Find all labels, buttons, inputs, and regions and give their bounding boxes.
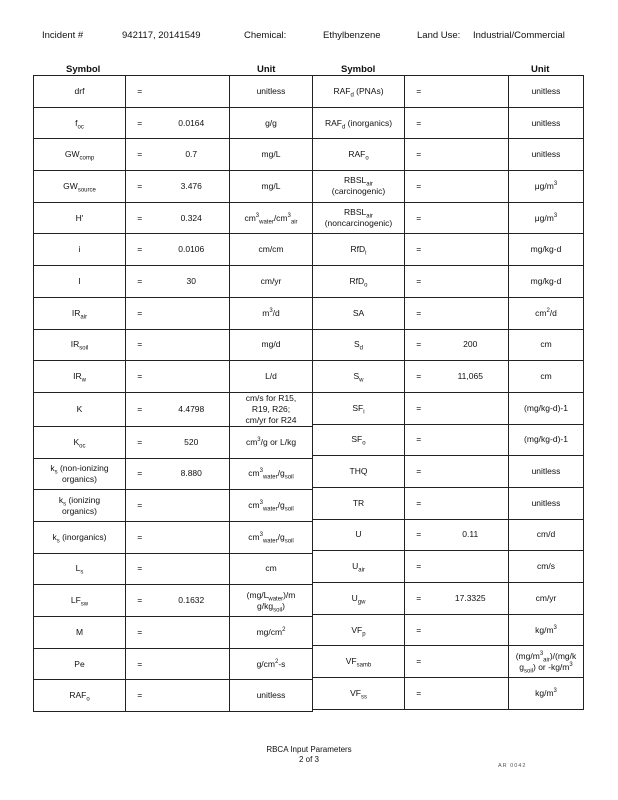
param-symbol: $LF_{sw}$: [34, 585, 126, 617]
right-table-row: [313, 519, 584, 551]
left-table-row: [34, 585, 313, 617]
left-table-row: [34, 426, 313, 458]
equals-sign: =: [126, 426, 154, 458]
equals-sign: =: [126, 490, 154, 522]
param-symbol: $GW_{source}$: [34, 171, 126, 203]
left-table-row: [34, 392, 313, 426]
incident-label: Incident #: [42, 30, 84, 41]
param-unit: unitless: [230, 680, 313, 712]
param-symbol: $U_{gw}$: [313, 583, 405, 615]
param-symbol: $k_s$ (inorganics): [34, 521, 126, 553]
right-table-row: [313, 107, 584, 139]
left-symbol-heading: Symbol: [66, 64, 101, 75]
param-symbol: $GW_{comp}$: [34, 139, 126, 171]
param-unit: $g/cm^2-s$: [230, 648, 313, 680]
right-table-row: [313, 456, 584, 488]
equals-sign: =: [405, 266, 433, 298]
right-table-row: [313, 234, 584, 266]
equals-sign: =: [405, 519, 433, 551]
param-symbol: $L_s$: [34, 553, 126, 585]
chemical-label: Chemical:: [244, 30, 287, 41]
param-value: 0.0106: [154, 234, 230, 266]
param-unit: $cm^3_{water}/g_{soil}$: [230, 458, 313, 490]
equals-sign: =: [405, 678, 433, 710]
left-table-row: [34, 234, 313, 266]
right-table-row: [313, 266, 584, 298]
param-symbol: RfD$_o$: [313, 266, 405, 298]
param-unit: $cm^3_{water}/cm^3_{air}$: [230, 202, 313, 234]
param-unit: $cm^3_{water}/g_{soil}$: [230, 490, 313, 522]
param-value: [154, 490, 230, 522]
param-unit: $(mg/m^3_{air})/(mg/k$ $g_{soil}$) or $-kg/m^3$: [509, 646, 584, 678]
param-value: [433, 678, 509, 710]
equals-sign: =: [126, 297, 154, 329]
param-unit: cm/s: [509, 551, 584, 583]
equals-sign: =: [126, 202, 154, 234]
equals-sign: =: [126, 553, 154, 585]
left-table-row: [34, 361, 313, 393]
right-symbol-heading: Symbol: [341, 64, 376, 75]
equals-sign: =: [405, 614, 433, 646]
right-table-row: [313, 646, 584, 678]
param-value: 30: [154, 266, 230, 298]
param-value: 17.3325: [433, 583, 509, 615]
right-table-row: [313, 202, 584, 234]
param-value: 520: [154, 426, 230, 458]
equals-sign: =: [126, 329, 154, 361]
equals-sign: =: [126, 458, 154, 490]
right-table-row: [313, 583, 584, 615]
param-value: 3.476: [154, 171, 230, 203]
equals-sign: =: [405, 456, 433, 488]
param-symbol: U: [313, 519, 405, 551]
param-unit: cm: [509, 329, 584, 361]
equals-sign: =: [126, 234, 154, 266]
equals-sign: =: [405, 583, 433, 615]
param-symbol: $k_s$ (ionizing organics): [34, 490, 126, 522]
param-value: [154, 553, 230, 585]
param-symbol: $k_s$ (non-ionizing organics): [34, 458, 126, 490]
document-stamp: AR 0042: [498, 763, 527, 769]
param-symbol: $VF_{ss}$: [313, 678, 405, 710]
param-value: [433, 487, 509, 519]
equals-sign: =: [405, 234, 433, 266]
equals-sign: =: [126, 392, 154, 426]
param-unit: cm/d: [509, 519, 584, 551]
param-symbol: $IR_{air}$: [34, 297, 126, 329]
param-value: 11,065: [433, 361, 509, 393]
param-symbol: H': [34, 202, 126, 234]
param-symbol: $SF_i$: [313, 392, 405, 424]
param-unit: $cm^3_{water}/g_{soil}$: [230, 521, 313, 553]
param-symbol: $IR_w$: [34, 361, 126, 393]
param-symbol: $S_w$: [313, 361, 405, 393]
left-table-row: [34, 76, 313, 108]
param-value: 0.324: [154, 202, 230, 234]
equals-sign: =: [405, 76, 433, 108]
right-table-row: [313, 297, 584, 329]
left-table-row: [34, 553, 313, 585]
param-symbol: SA: [313, 297, 405, 329]
param-unit: unitless: [509, 456, 584, 488]
param-symbol: $SF_o$: [313, 424, 405, 456]
param-unit: $kg/m^3$: [509, 678, 584, 710]
left-table-row: [34, 458, 313, 490]
param-unit: (mg/kg-d)-1: [509, 424, 584, 456]
param-symbol: i: [34, 234, 126, 266]
param-symbol: M: [34, 617, 126, 649]
left-table-row: [34, 617, 313, 649]
right-table-body: [313, 76, 584, 710]
left-table-row: [34, 107, 313, 139]
equals-sign: =: [405, 107, 433, 139]
param-unit: g/g: [230, 107, 313, 139]
param-unit: mg/kg-d: [509, 234, 584, 266]
footer-page-number: 2 of 3: [298, 755, 319, 764]
param-value: [433, 614, 509, 646]
param-unit: $cm^2/d$: [509, 297, 584, 329]
param-value: [154, 680, 230, 712]
footer-title: RBCA Input Parameters: [266, 745, 352, 754]
param-unit: mg/d: [230, 329, 313, 361]
param-symbol: $VF_p$: [313, 614, 405, 646]
param-value: [433, 424, 509, 456]
right-table-row: [313, 424, 584, 456]
param-symbol: I: [34, 266, 126, 298]
param-unit: unitless: [509, 107, 584, 139]
right-table-row: [313, 329, 584, 361]
equals-sign: =: [405, 551, 433, 583]
param-symbol: $RAF_o$: [34, 680, 126, 712]
right-table-row: [313, 678, 584, 710]
param-value: 8.880: [154, 458, 230, 490]
param-symbol: $IR_{soil}$: [34, 329, 126, 361]
param-value: [433, 202, 509, 234]
param-unit: L/d: [230, 361, 313, 393]
left-table-row: [34, 521, 313, 553]
param-unit: $(mg/L_{water})/m$ $g/kg_{soil}$): [230, 585, 313, 617]
left-table-row: [34, 648, 313, 680]
param-value: [433, 297, 509, 329]
param-value: [433, 234, 509, 266]
left-table-row: [34, 266, 313, 298]
param-unit: unitless: [509, 76, 584, 108]
param-value: 0.1632: [154, 585, 230, 617]
param-unit: cm/yr: [230, 266, 313, 298]
equals-sign: =: [405, 329, 433, 361]
param-symbol: $VF_{samb}$: [313, 646, 405, 678]
left-parameter-table: [33, 75, 313, 712]
equals-sign: =: [405, 171, 433, 203]
param-value: [433, 646, 509, 678]
param-value: 200: [433, 329, 509, 361]
param-value: 4.4798: [154, 392, 230, 426]
param-unit: (mg/kg-d)-1: [509, 392, 584, 424]
param-symbol: drf: [34, 76, 126, 108]
right-table-row: [313, 76, 584, 108]
param-unit: $m^3/d$: [230, 297, 313, 329]
left-table-row: [34, 490, 313, 522]
left-unit-heading: Unit: [257, 64, 276, 75]
param-symbol: $S_d$: [313, 329, 405, 361]
param-unit: unitless: [230, 76, 313, 108]
param-value: [154, 329, 230, 361]
param-value: [433, 76, 509, 108]
left-table-row: [34, 297, 313, 329]
param-unit: $mg/cm^2$: [230, 617, 313, 649]
equals-sign: =: [126, 680, 154, 712]
equals-sign: =: [126, 107, 154, 139]
left-table-row: [34, 139, 313, 171]
param-unit: mg/kg-d: [509, 266, 584, 298]
param-symbol: K: [34, 392, 126, 426]
equals-sign: =: [405, 392, 433, 424]
equals-sign: =: [126, 617, 154, 649]
left-table-row: [34, 680, 313, 712]
param-value: [433, 107, 509, 139]
param-symbol: $f_{oc}$: [34, 107, 126, 139]
equals-sign: =: [405, 202, 433, 234]
param-value: 0.7: [154, 139, 230, 171]
equals-sign: =: [126, 139, 154, 171]
landuse-value: Industrial/Commercial: [473, 30, 565, 41]
param-symbol: $RBSL_{air}$ (noncarcinogenic): [313, 202, 405, 234]
param-unit: unitless: [509, 139, 584, 171]
param-unit: $\mu g/m^3$: [509, 202, 584, 234]
equals-sign: =: [405, 646, 433, 678]
param-unit: mg/L: [230, 139, 313, 171]
param-value: [433, 456, 509, 488]
page-footer: [0, 745, 618, 765]
param-value: [154, 648, 230, 680]
landuse-label: Land Use:: [417, 30, 461, 41]
param-unit: cm: [509, 361, 584, 393]
right-table-row: [313, 361, 584, 393]
equals-sign: =: [126, 361, 154, 393]
equals-sign: =: [405, 424, 433, 456]
param-unit: mg/L: [230, 171, 313, 203]
param-value: [433, 392, 509, 424]
param-unit: $kg/m^3$: [509, 614, 584, 646]
param-symbol: $RAF_o$: [313, 139, 405, 171]
param-value: [433, 551, 509, 583]
equals-sign: =: [126, 171, 154, 203]
equals-sign: =: [405, 139, 433, 171]
param-symbol: TR: [313, 487, 405, 519]
left-table-row: [34, 329, 313, 361]
param-value: [154, 521, 230, 553]
param-symbol: THQ: [313, 456, 405, 488]
param-unit: $cm^3/g$ or L/kg: [230, 426, 313, 458]
param-symbol: $RAF_d$ (PNAs): [313, 76, 405, 108]
param-value: 0.0164: [154, 107, 230, 139]
param-value: [433, 266, 509, 298]
right-unit-heading: Unit: [531, 64, 550, 75]
param-unit: cm: [230, 553, 313, 585]
param-value: [433, 171, 509, 203]
param-value: [154, 617, 230, 649]
equals-sign: =: [126, 521, 154, 553]
equals-sign: =: [405, 297, 433, 329]
param-unit: cm/yr: [509, 583, 584, 615]
equals-sign: =: [405, 361, 433, 393]
param-symbol: $RAF_d$ (inorganics): [313, 107, 405, 139]
right-parameter-table: [312, 75, 584, 710]
param-value: [154, 297, 230, 329]
param-value: [154, 76, 230, 108]
right-table-row: [313, 551, 584, 583]
equals-sign: =: [405, 487, 433, 519]
param-unit: unitless: [509, 487, 584, 519]
param-symbol: $U_{air}$: [313, 551, 405, 583]
right-table-row: [313, 392, 584, 424]
left-table-row: [34, 202, 313, 234]
param-symbol: RfD$_i$: [313, 234, 405, 266]
param-value: [433, 139, 509, 171]
chemical-value: Ethylbenzene: [323, 30, 381, 41]
param-unit: $\mu g/m^3$: [509, 171, 584, 203]
param-symbol: $K_{oc}$: [34, 426, 126, 458]
right-table-row: [313, 614, 584, 646]
param-value: [154, 361, 230, 393]
param-unit: cm/cm: [230, 234, 313, 266]
equals-sign: =: [126, 76, 154, 108]
equals-sign: =: [126, 648, 154, 680]
param-symbol: Pe: [34, 648, 126, 680]
equals-sign: =: [126, 585, 154, 617]
right-table-row: [313, 139, 584, 171]
param-unit: cm/s for R15, R19, R26; cm/yr for R24: [230, 392, 313, 426]
incident-value: 942117, 20141549: [122, 30, 201, 41]
right-table-row: [313, 171, 584, 203]
left-table-row: [34, 171, 313, 203]
left-table-body: [34, 76, 313, 712]
param-symbol: $RBSL_{air}$ (carcinogenic): [313, 171, 405, 203]
right-table-row: [313, 487, 584, 519]
param-value: 0.11: [433, 519, 509, 551]
equals-sign: =: [126, 266, 154, 298]
